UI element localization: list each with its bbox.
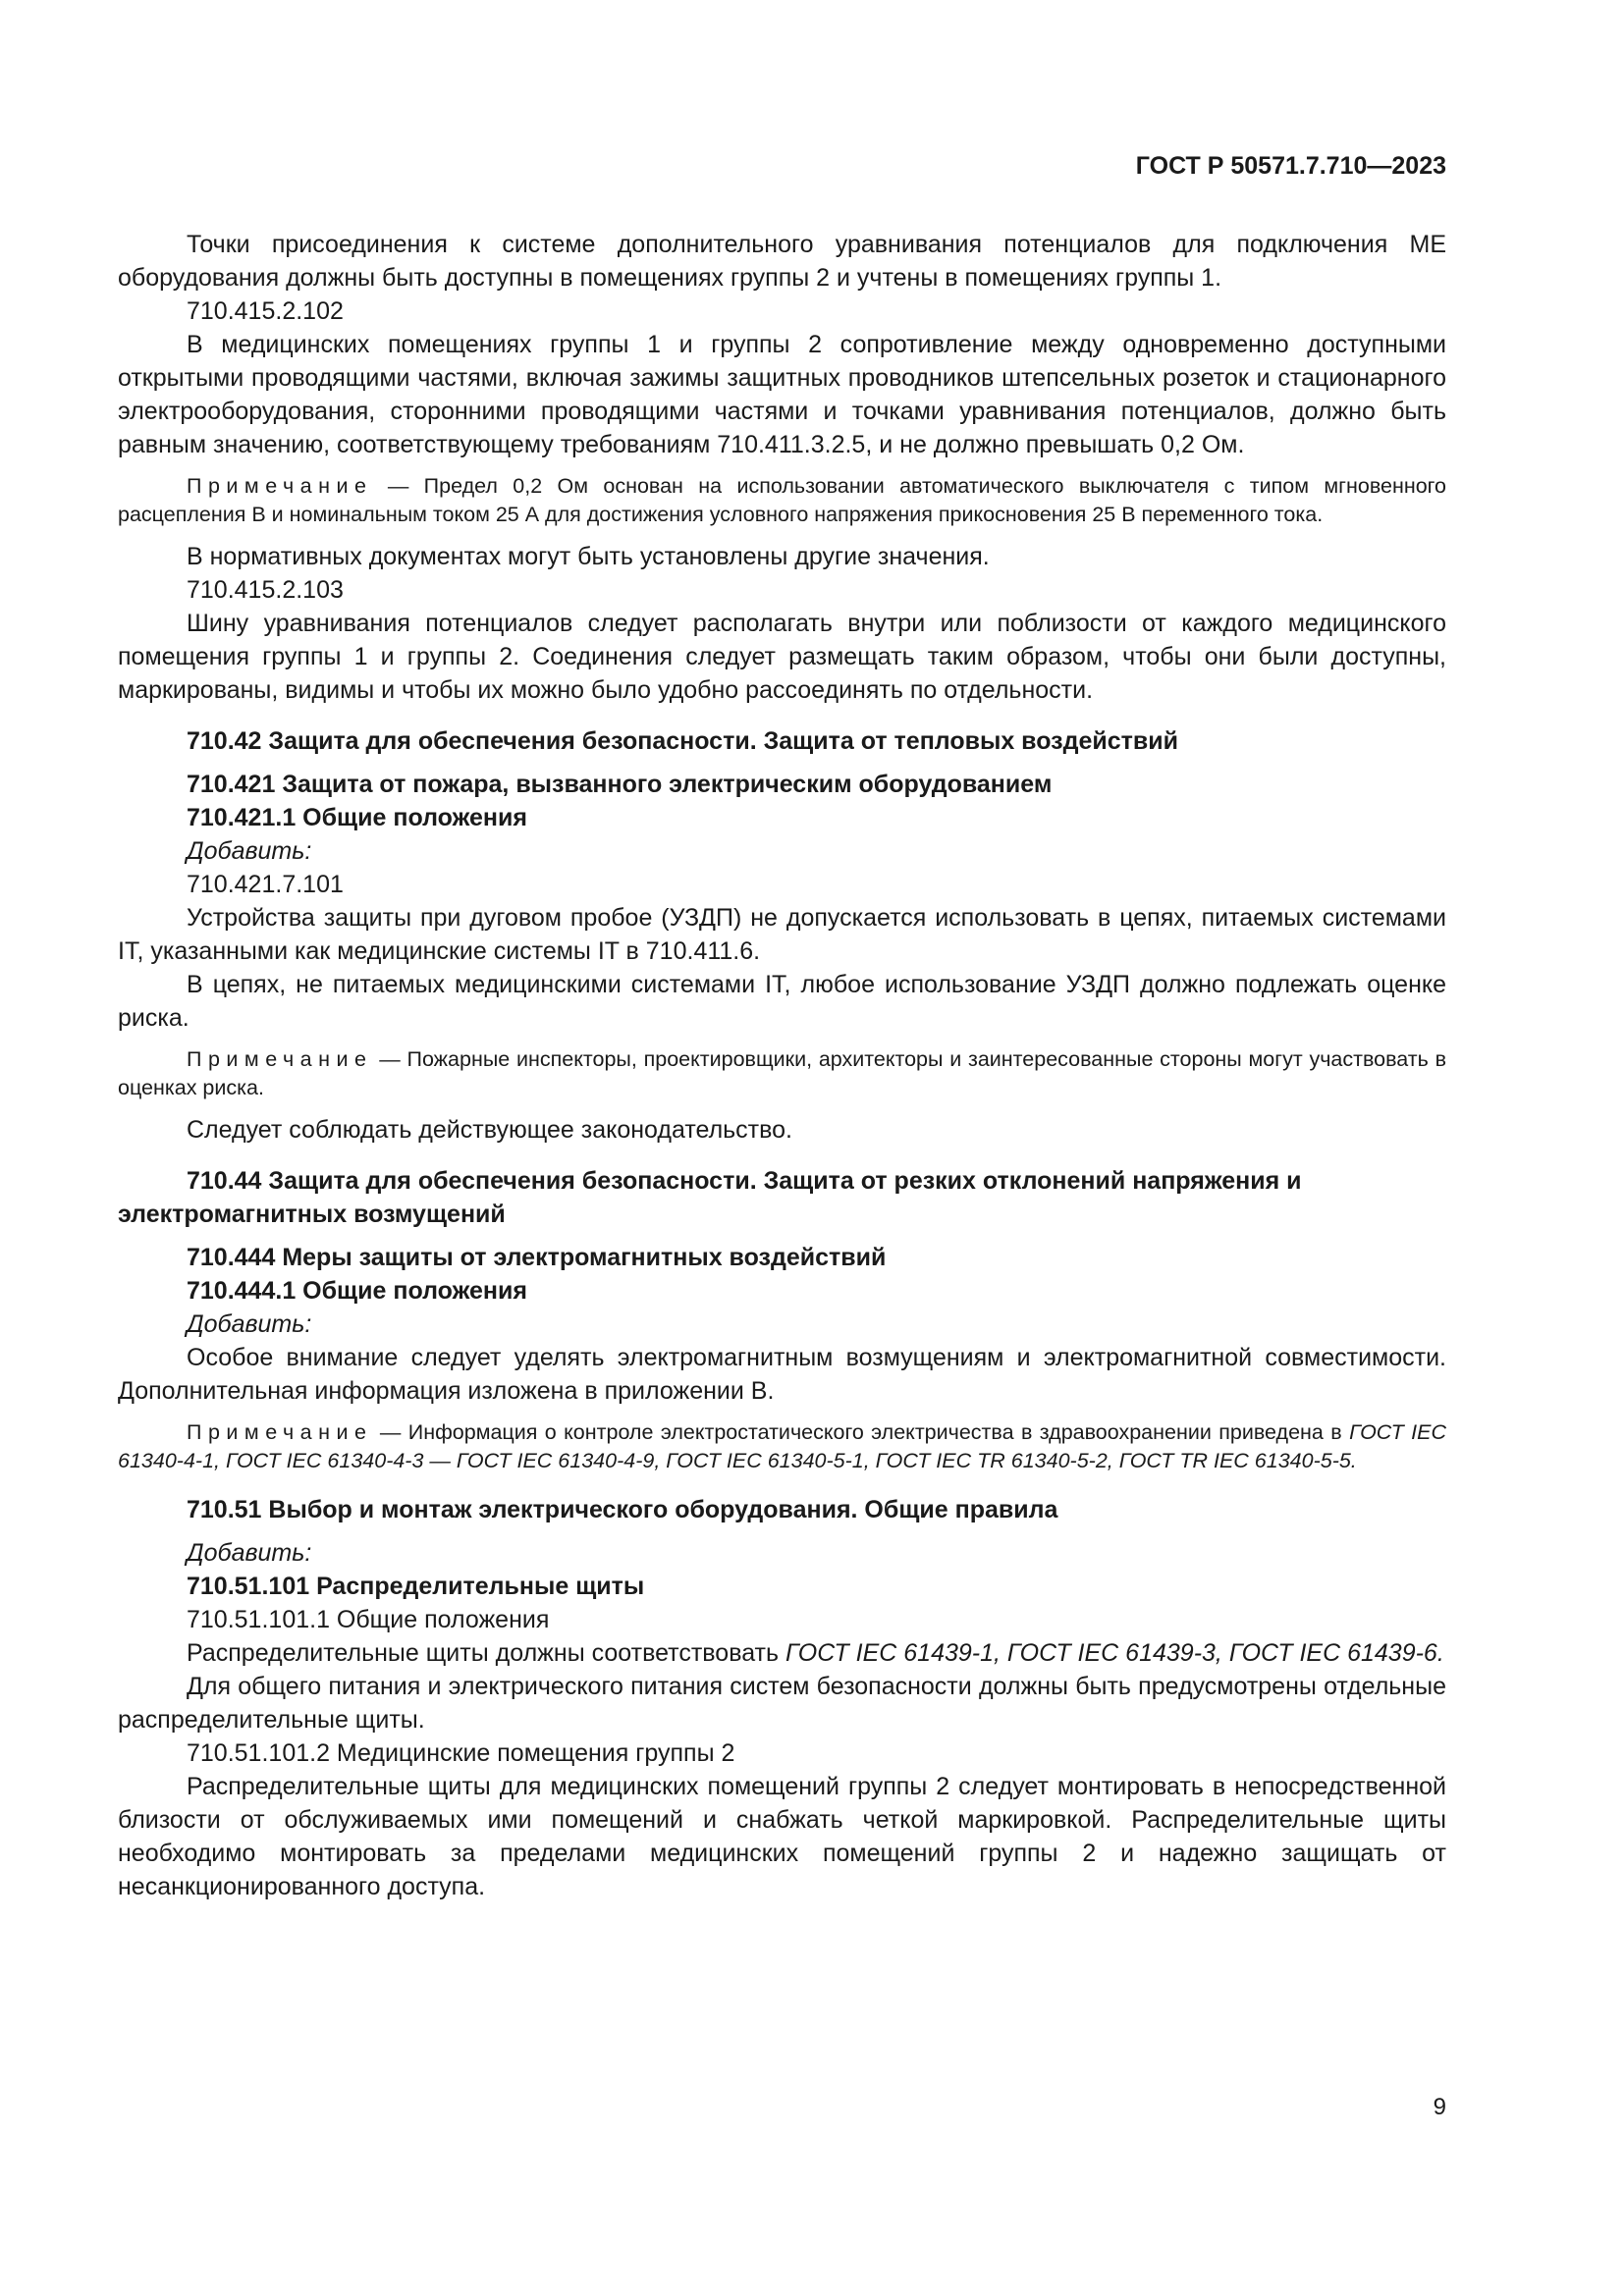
paragraph: Для общего питания и электрического питания систем безопасности должны быть предусмотрены отдельные распределительные щиты.	[118, 1673, 1446, 1734]
document-body	[118, 228, 1446, 1903]
paragraph: Особое внимание следует уделять электромагнитным возмущениям и электромагнитной совместимости. Дополнительная информация изложена в приложении В.	[118, 1344, 1446, 1405]
note-label: Примечание	[187, 1420, 373, 1444]
clause-title: 710.51.101.1 Общие положения	[187, 1606, 550, 1633]
document-header: ГОСТ Р 50571.7.710—2023	[1135, 152, 1446, 180]
paragraph: Следует соблюдать действующее законодательство.	[187, 1116, 792, 1144]
add-label: Добавить:	[187, 1539, 312, 1567]
paragraph: В цепях, не питаемых медицинскими системами IT, любое использование УЗДП должно подлежать оценке риска.	[118, 971, 1446, 1032]
paragraph: Устройства защиты при дуговом пробое (УЗДП) не допускается использовать в цепях, питаемых системами IT, указанными как медицинские системы IT в 710.411.6.	[118, 904, 1446, 965]
page-number: 9	[1433, 2094, 1446, 2120]
note	[118, 1418, 1446, 1475]
subsection-heading: 710.51.101 Распределительные щиты	[187, 1573, 645, 1600]
note	[118, 1045, 1446, 1102]
paragraph: Распределительные щиты для медицинских помещений группы 2 следует монтировать в непосредственной близости от обслуживаемых ими помещений и снабжать четкой маркировкой. Распределительные щиты необходимо монтировать за пределами медицинских помещений группы 2 и надежно защищать от несанкционированного доступа.	[118, 1773, 1446, 1900]
subsection-heading: 710.444.1 Общие положения	[187, 1277, 527, 1305]
paragraph: Шину уравнивания потенциалов следует располагать внутри или поблизости от каждого медицинского помещения группы 1 и группы 2. Соединения следует размещать таким образом, чтобы они были доступны, маркированы, видимы и чтобы их можно было удобно рассоединять по отдельности.	[118, 610, 1446, 704]
section-heading: 710.44 Защита для обеспечения безопасности. Защита от резких отклонений напряжения и электромагнитных возмущений	[118, 1167, 1302, 1228]
note-text: — Предел 0,2 Ом основан на использовании автоматического выключателя с типом мгновенного расцепления В и номинальным током 25 А для достижения условного напряжения прикосновения 25 В переменного тока.	[118, 474, 1446, 526]
clause-number: 710.421.7.101	[187, 871, 344, 898]
clause-number: 710.415.2.103	[187, 576, 344, 604]
section-heading: 710.51 Выбор и монтаж электрического оборудования. Общие правила	[187, 1496, 1058, 1523]
standard-references: ГОСТ IEC 61439-1, ГОСТ IEC 61439-3, ГОСТ IEC 61439-6.	[785, 1639, 1444, 1667]
clause-title: 710.51.101.2 Медицинские помещения группы 2	[187, 1739, 735, 1767]
note-references: ГОСТ IEC 61340-4-1, ГОСТ IEC 61340-4-3 — ГОСТ IEC 61340-4-9, ГОСТ IEC 61340-5-1, ГОСТ IEC TR 61340-5-2, ГОСТ TR IEC 61340-5-5.	[118, 1420, 1446, 1472]
section-heading: 710.42 Защита для обеспечения безопасности. Защита от тепловых воздействий	[187, 727, 1178, 755]
note-label: Примечание	[187, 474, 373, 498]
clause-number: 710.415.2.102	[187, 297, 344, 325]
note-label: Примечание	[187, 1047, 373, 1071]
add-label: Добавить:	[187, 1310, 312, 1338]
add-label: Добавить:	[187, 837, 312, 865]
paragraph: Точки присоединения к системе дополнительного уравнивания потенциалов для подключения МЕ оборудования должны быть доступны в помещениях группы 2 и учтены в помещениях группы 1.	[118, 231, 1446, 292]
paragraph	[118, 1636, 1446, 1670]
paragraph: В медицинских помещениях группы 1 и группы 2 сопротивление между одновременно доступными открытыми проводящими частями, включая зажимы защитных проводников штепсельных розеток и стационарного электрооборудования, сторонними проводящими частями и точками уравнивания потенциалов, должно быть равным значению, соответствующему требованиям 710.411.3.2.5, и не должно превышать 0,2 Ом.	[118, 331, 1446, 458]
note	[118, 472, 1446, 529]
subsection-heading: 710.444 Меры защиты от электромагнитных воздействий	[187, 1244, 887, 1271]
subsection-heading: 710.421.1 Общие положения	[187, 804, 527, 831]
subsection-heading: 710.421 Защита от пожара, вызванного электрическим оборудованием	[187, 771, 1053, 798]
note-text: — Информация о контроле электростатического электричества в здравоохранении приведена в	[372, 1420, 1350, 1444]
paragraph: В нормативных документах могут быть установлены другие значения.	[187, 543, 990, 570]
note-text: — Пожарные инспекторы, проектировщики, архитекторы и заинтересованные стороны могут участвовать в оценках риска.	[118, 1047, 1446, 1099]
paragraph-text: Распределительные щиты должны соответствовать	[187, 1639, 785, 1667]
